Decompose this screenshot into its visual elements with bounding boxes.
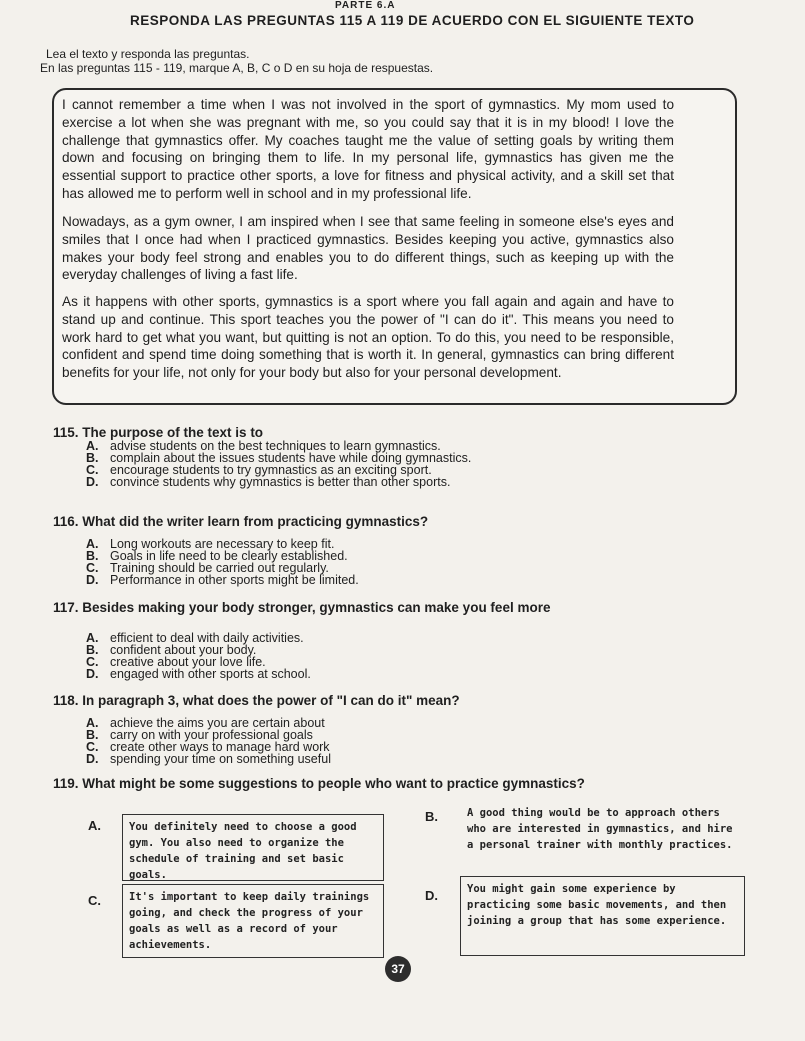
option-text: encourage students to try gymnastics as an exciting sport.	[110, 463, 432, 477]
option-letter: A.	[86, 537, 99, 551]
option-117-d[interactable]	[86, 668, 311, 680]
question-text: What did the writer learn from practicing gymnastics?	[82, 514, 429, 529]
option-letter: C.	[86, 463, 99, 477]
option-119-b-box[interactable]: A good thing would be to approach others who are interested in gymnastics, and hire a personal trainer with monthly practices.	[467, 807, 733, 851]
option-116-d[interactable]	[86, 574, 359, 586]
option-letter: B.	[86, 728, 99, 742]
option-letter: D.	[86, 573, 99, 587]
option-text: carry on with your professional goals	[110, 728, 313, 742]
question-number: 115.	[53, 425, 79, 440]
question-number: 119.	[53, 776, 79, 791]
option-letter: C.	[86, 655, 99, 669]
option-text: creative about your love life.	[110, 655, 266, 669]
option-text: spending your time on something useful	[110, 752, 331, 766]
option-119-d-letter: D.	[425, 888, 438, 903]
option-letter: B.	[86, 549, 99, 563]
question-number: 116.	[53, 514, 79, 529]
option-text: engaged with other sports at school.	[110, 667, 311, 681]
option-119-c-letter: C.	[88, 893, 101, 908]
option-letter: B.	[86, 451, 99, 465]
option-text: Performance in other sports might be limited.	[110, 573, 359, 587]
option-letter: B.	[86, 643, 99, 657]
option-119-d-box[interactable]: You might gain some experience by practicing some basic movements, and then joining a group that has some experience.	[460, 876, 745, 956]
question-118	[53, 693, 460, 708]
option-text: create other ways to manage hard work	[110, 740, 330, 754]
option-text: complain about the issues students have while doing gymnastics.	[110, 451, 472, 465]
option-115-d[interactable]	[86, 476, 450, 488]
section-heading: RESPONDA LAS PREGUNTAS 115 A 119 DE ACUERDO CON EL SIGUIENTE TEXTO	[130, 13, 695, 28]
question-115	[53, 425, 263, 440]
option-text: convince students why gymnastics is better than other sports.	[110, 475, 451, 489]
question-number: 117.	[53, 600, 79, 615]
option-119-a-letter: A.	[88, 818, 101, 833]
option-letter: A.	[86, 716, 99, 730]
option-letter: C.	[86, 740, 99, 754]
option-letter: D.	[86, 475, 99, 489]
instruction-line-2: En las preguntas 115 - 119, marque A, B, C o D en su hoja de respuestas.	[40, 61, 434, 75]
question-text: In paragraph 3, what does the power of "I can do it" mean?	[82, 693, 460, 708]
question-116	[53, 514, 428, 529]
option-letter: A.	[86, 439, 99, 453]
question-119	[53, 776, 585, 791]
instruction-line-1: Lea el texto y responda las preguntas.	[46, 47, 250, 61]
question-text: The purpose of the text is to	[82, 425, 264, 440]
option-letter: D.	[86, 667, 99, 681]
option-text: Long workouts are necessary to keep fit.	[110, 537, 335, 551]
option-text: Training should be carried out regularly.	[110, 561, 329, 575]
question-number: 118.	[53, 693, 79, 708]
passage-paragraph-1: I cannot remember a time when I was not involved in the sport of gymnastics. My mom used to exercise a lot when she was pregnant with me, so you could say that it is in my blood! I love the challenge that gymnastics offer. My coaches taught me the value of setting goals by writing them down and focusing on bringing them to life. In my personal life, gymnastics has given me the essential support to practice other sports, a love for fitness and physical activity, and a skill set that has allowed me to perform well in school and in my professional life.	[62, 97, 674, 201]
page-number: 37	[385, 956, 411, 982]
option-text: Goals in life need to be clearly established.	[110, 549, 348, 563]
passage-paragraph-3: As it happens with other sports, gymnastics is a sport where you fall again and again and have to stand up and continue. This sport teaches you the power of "I can do it". This means you need to work hard to get what you want, but quitting is not an option. To do this, you need to be responsible, confident and spend time doing something that is worth it. In general, gymnastics can bring different benefits for your life, not only for your body but also for your personal development.	[62, 294, 674, 381]
option-text: advise students on the best techniques to learn gymnastics.	[110, 439, 441, 453]
option-text: confident about your body.	[110, 643, 257, 657]
passage-paragraph-2: Nowadays, as a gym owner, I am inspired when I see that same feeling in someone else's eyes and smiles that I once had when I practiced gymnastics. Besides keeping you active, gymnastics also makes your body feel strong and enables you to do different things, such as keeping up with the everyday challenges of living a fast life.	[62, 214, 674, 283]
option-119-c-box[interactable]: It's important to keep daily trainings going, and check the progress of your goals as well as a record of your achievements.	[122, 884, 384, 958]
question-117	[53, 600, 550, 615]
option-119-b-letter: B.	[425, 809, 438, 824]
option-text: achieve the aims you are certain about	[110, 716, 325, 730]
option-119-a-box[interactable]: You definitely need to choose a good gym. You also need to organize the schedule of training and set basic goals.	[122, 814, 384, 881]
option-text: efficient to deal with daily activities.	[110, 631, 304, 645]
part-label: PARTE 6.A	[335, 0, 396, 11]
question-text: Besides making your body stronger, gymnastics can make you feel more	[82, 600, 551, 615]
option-letter: A.	[86, 631, 99, 645]
option-letter: C.	[86, 561, 99, 575]
option-letter: D.	[86, 752, 99, 766]
option-118-d[interactable]	[86, 753, 331, 765]
question-text: What might be some suggestions to people who want to practice gymnastics?	[82, 776, 585, 791]
